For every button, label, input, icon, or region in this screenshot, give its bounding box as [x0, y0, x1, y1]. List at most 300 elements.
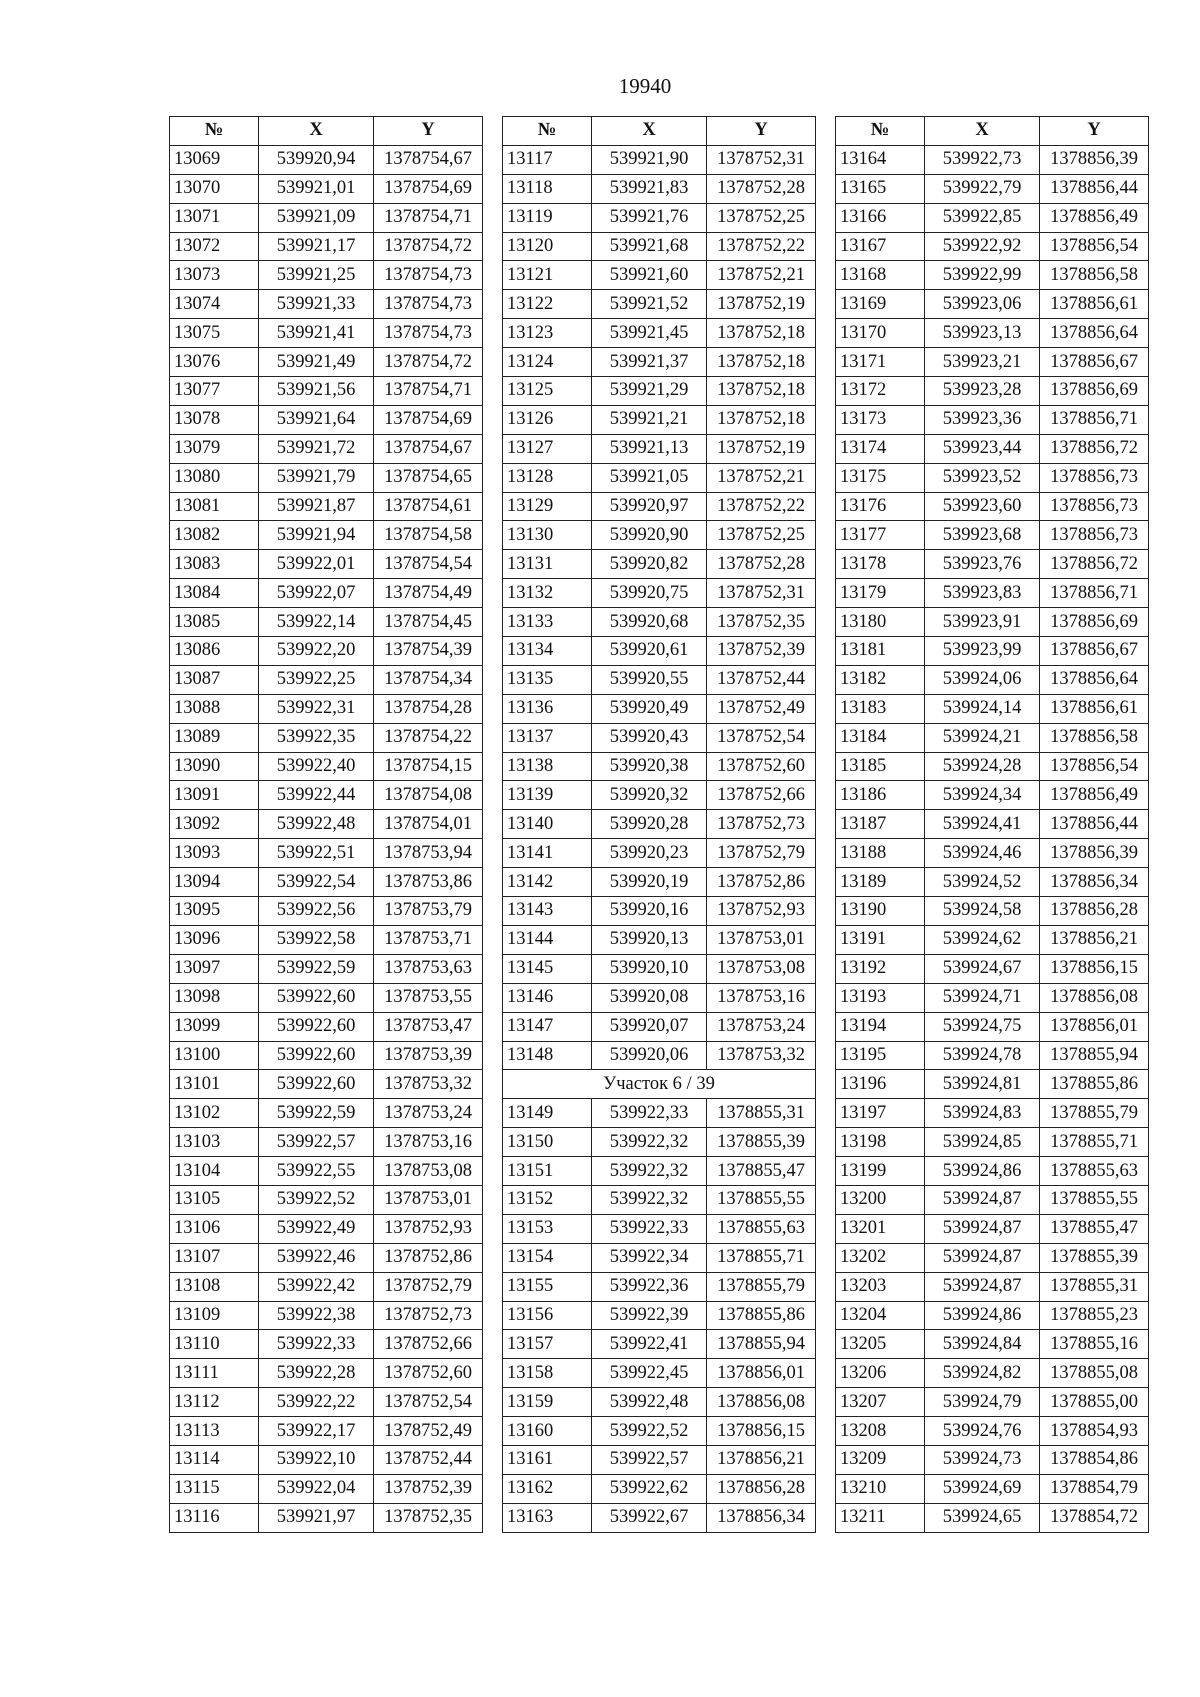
y-coordinate: 1378754,73 — [374, 319, 483, 348]
table-row — [836, 868, 1149, 897]
table-row — [836, 694, 1149, 723]
point-number: 13151 — [503, 1157, 592, 1186]
point-number: 13201 — [836, 1214, 925, 1243]
x-coordinate: 539924,65 — [925, 1503, 1040, 1532]
point-number: 13162 — [503, 1474, 592, 1503]
point-number: 13166 — [836, 203, 925, 232]
point-number: 13099 — [170, 1012, 259, 1041]
x-coordinate: 539924,84 — [925, 1330, 1040, 1359]
y-coordinate: 1378752,19 — [707, 434, 816, 463]
y-coordinate: 1378752,44 — [707, 665, 816, 694]
point-number: 13197 — [836, 1099, 925, 1128]
table-row — [503, 868, 816, 897]
point-number: 13137 — [503, 723, 592, 752]
header-number: № — [170, 117, 259, 146]
section-row — [503, 1070, 816, 1099]
point-number: 13107 — [170, 1243, 259, 1272]
y-coordinate: 1378754,45 — [374, 608, 483, 637]
point-number: 13204 — [836, 1301, 925, 1330]
header-y: Y — [374, 117, 483, 146]
point-number: 13161 — [503, 1445, 592, 1474]
point-number: 13178 — [836, 550, 925, 579]
table-row — [503, 897, 816, 926]
table-row — [503, 1012, 816, 1041]
table-row — [836, 1272, 1149, 1301]
x-coordinate: 539922,32 — [592, 1128, 707, 1157]
x-coordinate: 539922,48 — [259, 810, 374, 839]
x-coordinate: 539921,37 — [592, 348, 707, 377]
table-header-row — [170, 117, 483, 146]
table-header-row — [836, 117, 1149, 146]
x-coordinate: 539921,52 — [592, 290, 707, 319]
point-number: 13135 — [503, 665, 592, 694]
x-coordinate: 539920,19 — [592, 868, 707, 897]
point-number: 13200 — [836, 1185, 925, 1214]
x-coordinate: 539921,41 — [259, 319, 374, 348]
x-coordinate: 539922,60 — [259, 983, 374, 1012]
point-number: 13095 — [170, 897, 259, 926]
y-coordinate: 1378752,22 — [707, 492, 816, 521]
table-row — [503, 665, 816, 694]
x-coordinate: 539921,05 — [592, 463, 707, 492]
point-number: 13080 — [170, 463, 259, 492]
y-coordinate: 1378855,86 — [707, 1301, 816, 1330]
x-coordinate: 539922,42 — [259, 1272, 374, 1301]
table-row — [836, 550, 1149, 579]
y-coordinate: 1378753,08 — [707, 954, 816, 983]
x-coordinate: 539922,60 — [259, 1070, 374, 1099]
point-number: 13085 — [170, 608, 259, 637]
y-coordinate: 1378854,72 — [1040, 1503, 1149, 1532]
x-coordinate: 539921,01 — [259, 174, 374, 203]
point-number: 13141 — [503, 839, 592, 868]
x-coordinate: 539921,25 — [259, 261, 374, 290]
y-coordinate: 1378752,18 — [707, 405, 816, 434]
y-coordinate: 1378752,49 — [707, 694, 816, 723]
table-row — [170, 1128, 483, 1157]
x-coordinate: 539924,83 — [925, 1099, 1040, 1128]
y-coordinate: 1378855,94 — [1040, 1041, 1149, 1070]
x-coordinate: 539922,48 — [592, 1388, 707, 1417]
x-coordinate: 539923,44 — [925, 434, 1040, 463]
point-number: 13103 — [170, 1128, 259, 1157]
table-row — [836, 839, 1149, 868]
point-number: 13143 — [503, 897, 592, 926]
x-coordinate: 539922,33 — [259, 1330, 374, 1359]
table-row — [503, 694, 816, 723]
x-coordinate: 539923,83 — [925, 579, 1040, 608]
x-coordinate: 539924,87 — [925, 1185, 1040, 1214]
point-number: 13109 — [170, 1301, 259, 1330]
y-coordinate: 1378752,18 — [707, 319, 816, 348]
y-coordinate: 1378752,31 — [707, 145, 816, 174]
point-number: 13139 — [503, 781, 592, 810]
table-row — [170, 1359, 483, 1388]
table-row — [836, 1417, 1149, 1446]
y-coordinate: 1378752,66 — [374, 1330, 483, 1359]
y-coordinate: 1378855,31 — [1040, 1272, 1149, 1301]
y-coordinate: 1378752,35 — [374, 1503, 483, 1532]
x-coordinate: 539924,21 — [925, 723, 1040, 752]
y-coordinate: 1378855,23 — [1040, 1301, 1149, 1330]
x-coordinate: 539921,29 — [592, 377, 707, 406]
x-coordinate: 539921,97 — [259, 1503, 374, 1532]
point-number: 13149 — [503, 1099, 592, 1128]
x-coordinate: 539922,44 — [259, 781, 374, 810]
x-coordinate: 539924,87 — [925, 1214, 1040, 1243]
table-row — [170, 1474, 483, 1503]
y-coordinate: 1378855,47 — [707, 1157, 816, 1186]
x-coordinate: 539922,32 — [592, 1157, 707, 1186]
table-row — [503, 203, 816, 232]
x-coordinate: 539923,21 — [925, 348, 1040, 377]
y-coordinate: 1378856,69 — [1040, 608, 1149, 637]
x-coordinate: 539922,38 — [259, 1301, 374, 1330]
table-row — [170, 1301, 483, 1330]
point-number: 13147 — [503, 1012, 592, 1041]
table-row — [503, 550, 816, 579]
y-coordinate: 1378856,21 — [1040, 925, 1149, 954]
x-coordinate: 539924,58 — [925, 897, 1040, 926]
point-number: 13110 — [170, 1330, 259, 1359]
point-number: 13082 — [170, 521, 259, 550]
y-coordinate: 1378856,64 — [1040, 319, 1149, 348]
table-row — [170, 290, 483, 319]
table-row — [503, 608, 816, 637]
table-row — [836, 608, 1149, 637]
point-number: 13210 — [836, 1474, 925, 1503]
x-coordinate: 539922,33 — [592, 1099, 707, 1128]
x-coordinate: 539920,07 — [592, 1012, 707, 1041]
y-coordinate: 1378856,58 — [1040, 261, 1149, 290]
y-coordinate: 1378855,94 — [707, 1330, 816, 1359]
table-row — [836, 1301, 1149, 1330]
point-number: 13098 — [170, 983, 259, 1012]
table-row — [503, 348, 816, 377]
point-number: 13106 — [170, 1214, 259, 1243]
y-coordinate: 1378856,73 — [1040, 521, 1149, 550]
y-coordinate: 1378856,64 — [1040, 665, 1149, 694]
table-row — [503, 1243, 816, 1272]
y-coordinate: 1378856,54 — [1040, 752, 1149, 781]
y-coordinate: 1378752,25 — [707, 521, 816, 550]
table-row — [503, 1359, 816, 1388]
point-number: 13211 — [836, 1503, 925, 1532]
table-row — [503, 579, 816, 608]
table-row — [836, 1128, 1149, 1157]
y-coordinate: 1378752,19 — [707, 290, 816, 319]
point-number: 13089 — [170, 723, 259, 752]
table-row — [170, 463, 483, 492]
y-coordinate: 1378854,86 — [1040, 1445, 1149, 1474]
x-coordinate: 539920,94 — [259, 145, 374, 174]
y-coordinate: 1378754,65 — [374, 463, 483, 492]
table-row — [503, 1157, 816, 1186]
table-row — [503, 1503, 816, 1532]
point-number: 13167 — [836, 232, 925, 261]
y-coordinate: 1378753,71 — [374, 925, 483, 954]
table-row — [836, 1012, 1149, 1041]
table-row — [170, 1214, 483, 1243]
table-row — [170, 521, 483, 550]
x-coordinate: 539922,32 — [592, 1185, 707, 1214]
point-number: 13069 — [170, 145, 259, 174]
table-row — [170, 1503, 483, 1532]
table-row — [836, 954, 1149, 983]
table-row — [170, 405, 483, 434]
table-row — [503, 1099, 816, 1128]
y-coordinate: 1378753,08 — [374, 1157, 483, 1186]
y-coordinate: 1378754,54 — [374, 550, 483, 579]
table-row — [170, 954, 483, 983]
y-coordinate: 1378752,93 — [374, 1214, 483, 1243]
table-row — [836, 1474, 1149, 1503]
point-number: 13092 — [170, 810, 259, 839]
point-number: 13126 — [503, 405, 592, 434]
table-row — [503, 1388, 816, 1417]
table-row — [503, 521, 816, 550]
point-number: 13154 — [503, 1243, 592, 1272]
x-coordinate: 539922,39 — [592, 1301, 707, 1330]
table-row — [170, 203, 483, 232]
table-row — [503, 405, 816, 434]
point-number: 13188 — [836, 839, 925, 868]
table-row — [170, 1330, 483, 1359]
point-number: 13187 — [836, 810, 925, 839]
y-coordinate: 1378855,16 — [1040, 1330, 1149, 1359]
x-coordinate: 539920,28 — [592, 810, 707, 839]
point-number: 13192 — [836, 954, 925, 983]
table-row — [503, 752, 816, 781]
point-number: 13091 — [170, 781, 259, 810]
table-row — [503, 1417, 816, 1446]
point-number: 13176 — [836, 492, 925, 521]
point-number: 13134 — [503, 637, 592, 666]
x-coordinate: 539921,21 — [592, 405, 707, 434]
x-coordinate: 539922,20 — [259, 637, 374, 666]
y-coordinate: 1378754,67 — [374, 434, 483, 463]
x-coordinate: 539920,55 — [592, 665, 707, 694]
table-row — [503, 810, 816, 839]
x-coordinate: 539920,38 — [592, 752, 707, 781]
x-coordinate: 539922,04 — [259, 1474, 374, 1503]
point-number: 13096 — [170, 925, 259, 954]
x-coordinate: 539921,33 — [259, 290, 374, 319]
table-row — [503, 1301, 816, 1330]
x-coordinate: 539924,79 — [925, 1388, 1040, 1417]
point-number: 13185 — [836, 752, 925, 781]
y-coordinate: 1378855,39 — [1040, 1243, 1149, 1272]
x-coordinate: 539922,36 — [592, 1272, 707, 1301]
y-coordinate: 1378855,31 — [707, 1099, 816, 1128]
point-number: 13087 — [170, 665, 259, 694]
header-y: Y — [1040, 117, 1149, 146]
point-number: 13090 — [170, 752, 259, 781]
table-row — [836, 319, 1149, 348]
table-row — [503, 1445, 816, 1474]
table-row — [836, 232, 1149, 261]
point-number: 13094 — [170, 868, 259, 897]
table-row — [503, 261, 816, 290]
point-number: 13123 — [503, 319, 592, 348]
y-coordinate: 1378856,61 — [1040, 694, 1149, 723]
y-coordinate: 1378855,08 — [1040, 1359, 1149, 1388]
point-number: 13131 — [503, 550, 592, 579]
point-number: 13101 — [170, 1070, 259, 1099]
point-number: 13088 — [170, 694, 259, 723]
table-row — [836, 1157, 1149, 1186]
x-coordinate: 539921,94 — [259, 521, 374, 550]
point-number: 13148 — [503, 1041, 592, 1070]
x-coordinate: 539921,49 — [259, 348, 374, 377]
x-coordinate: 539924,82 — [925, 1359, 1040, 1388]
point-number: 13157 — [503, 1330, 592, 1359]
y-coordinate: 1378754,22 — [374, 723, 483, 752]
point-number: 13076 — [170, 348, 259, 377]
point-number: 13172 — [836, 377, 925, 406]
table-row — [170, 1445, 483, 1474]
table-row — [170, 608, 483, 637]
x-coordinate: 539922,62 — [592, 1474, 707, 1503]
table-row — [836, 1503, 1149, 1532]
table-row — [170, 1185, 483, 1214]
y-coordinate: 1378856,44 — [1040, 810, 1149, 839]
x-coordinate: 539920,13 — [592, 925, 707, 954]
x-coordinate: 539923,52 — [925, 463, 1040, 492]
point-number: 13170 — [836, 319, 925, 348]
header-number: № — [503, 117, 592, 146]
x-coordinate: 539924,86 — [925, 1157, 1040, 1186]
point-number: 13072 — [170, 232, 259, 261]
x-coordinate: 539920,90 — [592, 521, 707, 550]
table-row — [170, 1099, 483, 1128]
x-coordinate: 539922,10 — [259, 1445, 374, 1474]
y-coordinate: 1378752,60 — [707, 752, 816, 781]
y-coordinate: 1378754,15 — [374, 752, 483, 781]
table-row — [170, 550, 483, 579]
y-coordinate: 1378855,79 — [707, 1272, 816, 1301]
table-row — [836, 925, 1149, 954]
y-coordinate: 1378753,39 — [374, 1041, 483, 1070]
x-coordinate: 539922,22 — [259, 1388, 374, 1417]
y-coordinate: 1378856,08 — [707, 1388, 816, 1417]
table-row — [503, 434, 816, 463]
table-row — [503, 1041, 816, 1070]
x-coordinate: 539924,28 — [925, 752, 1040, 781]
x-coordinate: 539921,90 — [592, 145, 707, 174]
y-coordinate: 1378753,86 — [374, 868, 483, 897]
point-number: 13070 — [170, 174, 259, 203]
page-number: 19940 — [618, 74, 672, 98]
point-number: 13115 — [170, 1474, 259, 1503]
point-number: 13189 — [836, 868, 925, 897]
table-row — [836, 723, 1149, 752]
table-row — [836, 781, 1149, 810]
y-coordinate: 1378752,86 — [707, 868, 816, 897]
table-row — [836, 1330, 1149, 1359]
point-number: 13111 — [170, 1359, 259, 1388]
x-coordinate: 539924,41 — [925, 810, 1040, 839]
y-coordinate: 1378856,67 — [1040, 348, 1149, 377]
y-coordinate: 1378856,72 — [1040, 434, 1149, 463]
x-coordinate: 539924,67 — [925, 954, 1040, 983]
y-coordinate: 1378752,18 — [707, 377, 816, 406]
table-header-row — [503, 117, 816, 146]
y-coordinate: 1378752,25 — [707, 203, 816, 232]
y-coordinate: 1378753,16 — [374, 1128, 483, 1157]
point-number: 13125 — [503, 377, 592, 406]
table-row — [503, 954, 816, 983]
x-coordinate: 539922,58 — [259, 925, 374, 954]
x-coordinate: 539922,07 — [259, 579, 374, 608]
y-coordinate: 1378856,67 — [1040, 637, 1149, 666]
x-coordinate: 539920,97 — [592, 492, 707, 521]
y-coordinate: 1378856,01 — [707, 1359, 816, 1388]
y-coordinate: 1378855,79 — [1040, 1099, 1149, 1128]
x-coordinate: 539921,72 — [259, 434, 374, 463]
table-row — [503, 232, 816, 261]
table-row — [836, 348, 1149, 377]
x-coordinate: 539922,59 — [259, 1099, 374, 1128]
table-row — [836, 434, 1149, 463]
x-coordinate: 539924,85 — [925, 1128, 1040, 1157]
point-number: 13164 — [836, 145, 925, 174]
x-coordinate: 539924,75 — [925, 1012, 1040, 1041]
table-row — [503, 983, 816, 1012]
y-coordinate: 1378855,55 — [707, 1185, 816, 1214]
table-row — [503, 1214, 816, 1243]
table-row — [836, 665, 1149, 694]
table-row — [836, 1388, 1149, 1417]
y-coordinate: 1378753,01 — [707, 925, 816, 954]
header-y: Y — [707, 117, 816, 146]
point-number: 13146 — [503, 983, 592, 1012]
table-row — [503, 1128, 816, 1157]
y-coordinate: 1378855,55 — [1040, 1185, 1149, 1214]
point-number: 13202 — [836, 1243, 925, 1272]
point-number: 13193 — [836, 983, 925, 1012]
table-row — [836, 579, 1149, 608]
table-row — [836, 1041, 1149, 1070]
x-coordinate: 539922,40 — [259, 752, 374, 781]
point-number: 13117 — [503, 145, 592, 174]
coordinates-table-3 — [835, 116, 1149, 1533]
point-number: 13136 — [503, 694, 592, 723]
y-coordinate: 1378855,71 — [1040, 1128, 1149, 1157]
point-number: 13209 — [836, 1445, 925, 1474]
point-number: 13159 — [503, 1388, 592, 1417]
point-number: 13177 — [836, 521, 925, 550]
y-coordinate: 1378856,49 — [1040, 781, 1149, 810]
y-coordinate: 1378752,39 — [707, 637, 816, 666]
point-number: 13179 — [836, 579, 925, 608]
point-number: 13206 — [836, 1359, 925, 1388]
point-number: 13171 — [836, 348, 925, 377]
point-number: 13199 — [836, 1157, 925, 1186]
point-number: 13186 — [836, 781, 925, 810]
point-number: 13194 — [836, 1012, 925, 1041]
x-coordinate: 539922,35 — [259, 723, 374, 752]
point-number: 13108 — [170, 1272, 259, 1301]
point-number: 13073 — [170, 261, 259, 290]
x-coordinate: 539922,85 — [925, 203, 1040, 232]
point-number: 13084 — [170, 579, 259, 608]
table-row — [503, 637, 816, 666]
y-coordinate: 1378752,60 — [374, 1359, 483, 1388]
y-coordinate: 1378754,72 — [374, 232, 483, 261]
table-row — [836, 377, 1149, 406]
y-coordinate: 1378754,69 — [374, 405, 483, 434]
